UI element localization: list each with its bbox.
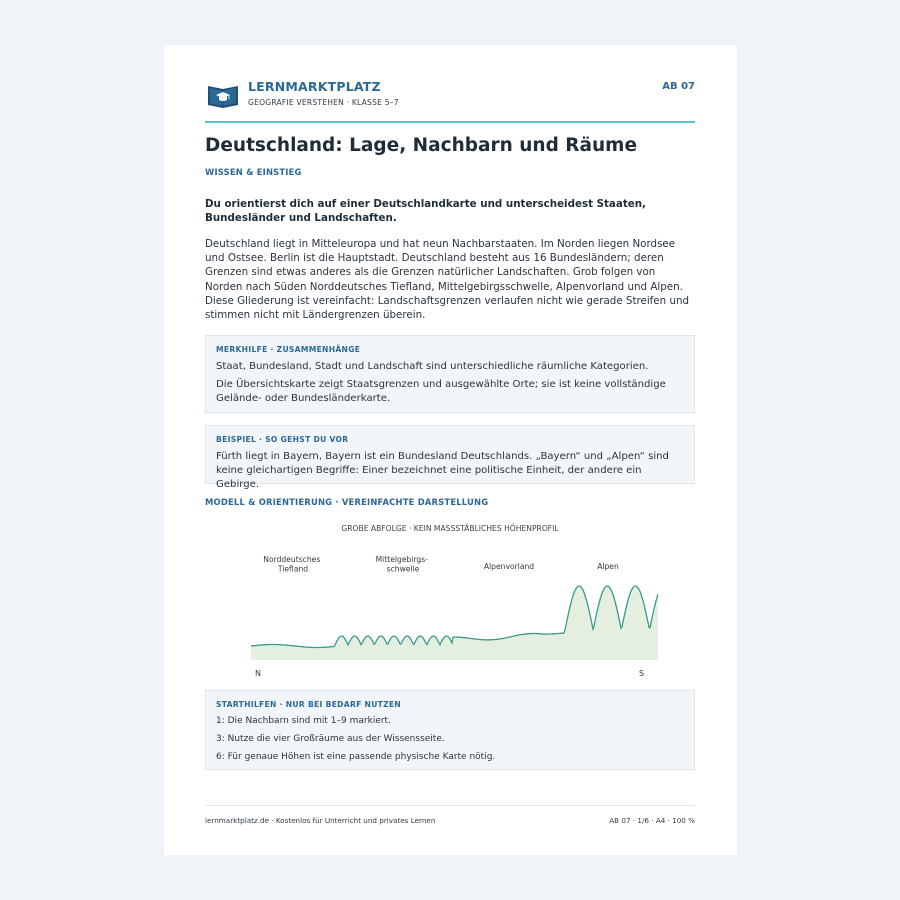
brand-subtitle: GEOGRAFIE VERSTEHEN · KLASSE 5–7 (248, 98, 399, 107)
region-label-mittelgebirge: Mittelgebirgs- schwelle (375, 555, 428, 574)
starthilfen-item: 1: Die Nachbarn sind mit 1–9 markiert. (216, 716, 391, 726)
beispiel-label: BEISPIEL · SO GEHST DU VOR (216, 435, 349, 444)
north-label: N (255, 669, 261, 678)
header-rule (205, 121, 695, 123)
section-label-model: MODELL & ORIENTIERUNG · VEREINFACHTE DARSTELLUNG (205, 497, 489, 507)
starthilfen-label: STARTHILFEN · NUR BEI BEDARF NUTZEN (216, 700, 402, 709)
header (205, 79, 695, 119)
book-graduation-cap-icon (207, 82, 239, 108)
diagram-caption: GROBE ABFOLGE · KEIN MASSSTÄBLICHES HÖHENPROFIL (341, 524, 559, 533)
section-label-intro: WISSEN & EINSTIEG (205, 167, 302, 177)
page-title: Deutschland: Lage, Nachbarn und Räume (205, 135, 637, 156)
beispiel-text: Fürth liegt in Bayern, Bayern ist ein Bundesland Deutschlands. „Bayern“ und „Alpen“ sind keine gleichartigen Begriffe: Einer bezeichnet eine politische Einheit, der andere ein Gebirge. (216, 451, 669, 490)
beispiel-box (205, 425, 695, 490)
starthilfen-item: 3: Nutze die vier Großräume aus der Wissensseite. (216, 734, 445, 744)
worksheet-page (164, 45, 737, 855)
region-label-alpenvorland: Alpenvorland (483, 562, 535, 571)
merkhilfe-line: Die Übersichtskarte zeigt Staatsgrenzen und ausgewählte Orte; sie ist keine vollständige Gelände- oder Bundesländerkarte. (216, 379, 666, 404)
brand-name: LERNMARKTPLATZ (248, 79, 381, 94)
merkhilfe-box (205, 335, 695, 413)
sheet-code: AB 07 (662, 81, 695, 92)
landscape-profile-diagram (235, 520, 665, 690)
starthilfen-box (205, 690, 695, 770)
footer-right: AB 07 · 1/6 · A4 · 100 % (609, 816, 695, 825)
footer-left: lernmarktplatz.de · Kostenlos für Unterricht und privates Lernen (205, 816, 436, 825)
footer-rule (205, 805, 695, 806)
merkhilfe-line: Staat, Bundesland, Stadt und Landschaft sind unterschiedliche räumliche Kategorien. (216, 361, 649, 372)
lead-text: Du orientierst dich auf einer Deutschlandkarte und unterscheidest Staaten, Bundesländer und Landschaften. (205, 198, 646, 224)
starthilfen-item: 6: Für genaue Höhen ist eine passende physische Karte nötig. (216, 752, 496, 762)
region-label-alpen: Alpen (597, 562, 619, 571)
region-label-tiefland: Norddeutsches Tiefland (263, 555, 321, 574)
body-text: Deutschland liegt in Mitteleuropa und hat neun Nachbarstaaten. Im Norden liegen Nordsee und Ostsee. Berlin ist die Hauptstadt. Deutschland besteht aus 16 Bundesländern; deren Grenzen sind etwas anderes als die Grenzen natürlicher Landschaften. Grob folgen von Norden nach Süden Norddeutsches Tiefland, Mittelgebirgsschwelle, Alpenvorland und Alpen. Diese Gliederung ist vereinfacht: Landschaftsgrenzen verlaufen nicht wie gerade Streifen und stimmen nicht mit Ländergrenzen überein. (205, 238, 690, 322)
merkhilfe-label: MERKHILFE · ZUSAMMENHÄNGE (216, 345, 361, 354)
south-label: S (639, 669, 645, 678)
profile-area (251, 586, 658, 660)
